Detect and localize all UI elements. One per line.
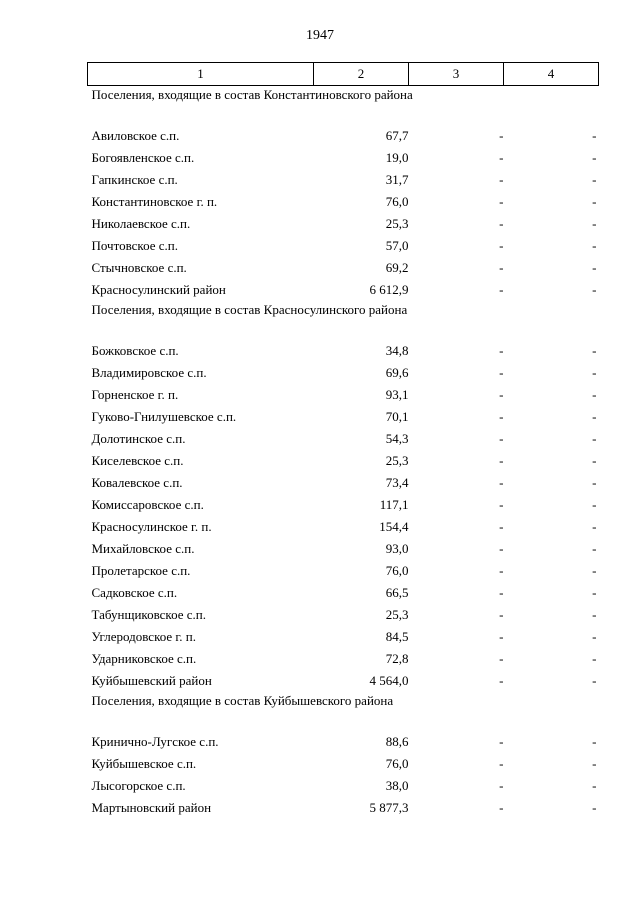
table-row [88, 731, 599, 753]
value-cell: 76,0 [385, 563, 409, 578]
value-cell: 6 612,9 [369, 282, 409, 297]
col4-cell: - [592, 216, 597, 231]
table-row [88, 494, 599, 516]
group-heading-row [88, 692, 599, 731]
name-cell: Владимировское с.п. [91, 365, 207, 380]
col3-cell: - [499, 563, 504, 578]
table-row [88, 472, 599, 494]
value-cell: 57,0 [385, 238, 409, 253]
table-header [88, 63, 599, 86]
name-cell: Садковское с.п. [91, 585, 178, 600]
col4-cell: - [592, 519, 597, 534]
col4-cell: - [592, 238, 597, 253]
value-cell: 154,4 [379, 519, 409, 534]
table-row [88, 582, 599, 604]
col3-cell: - [499, 541, 504, 556]
name-cell: Лысогорское с.п. [91, 778, 186, 793]
value-cell: 54,3 [385, 431, 409, 446]
name-cell: Кринично-Лугское с.п. [91, 734, 219, 749]
value-cell: 84,5 [385, 629, 409, 644]
col3-cell: - [499, 800, 504, 815]
col3-cell: - [499, 238, 504, 253]
header-col-4: 4 [504, 63, 599, 86]
col3-cell: - [499, 194, 504, 209]
value-cell: 69,2 [385, 260, 409, 275]
table-body [88, 86, 599, 820]
value-cell: 5 877,3 [369, 800, 409, 815]
value-cell: 72,8 [385, 651, 409, 666]
name-cell: Мартыновский район [91, 800, 212, 815]
table-row [88, 169, 599, 191]
name-cell: Почтовское с.п. [91, 238, 178, 253]
col3-cell: - [499, 629, 504, 644]
name-cell: Красносулинский район [91, 282, 226, 297]
group-heading: Поселения, входящие в состав Куйбышевского района [91, 693, 394, 708]
table-row [88, 604, 599, 626]
name-cell: Табунщиковское с.п. [91, 607, 206, 622]
col3-cell: - [499, 651, 504, 666]
col4-cell: - [592, 756, 597, 771]
table-row [88, 797, 599, 819]
group-heading-row [88, 301, 599, 340]
col3-cell: - [499, 343, 504, 358]
table-row [88, 560, 599, 582]
value-cell: 88,6 [385, 734, 409, 749]
value-cell: 93,1 [385, 387, 409, 402]
table-row [88, 279, 599, 301]
name-cell: Комиссаровское с.п. [91, 497, 204, 512]
table-row [88, 125, 599, 147]
value-cell: 38,0 [385, 778, 409, 793]
col4-cell: - [592, 453, 597, 468]
col4-cell: - [592, 800, 597, 815]
col3-cell: - [499, 497, 504, 512]
col4-cell: - [592, 431, 597, 446]
col4-cell: - [592, 778, 597, 793]
col3-cell: - [499, 607, 504, 622]
col3-cell: - [499, 778, 504, 793]
name-cell: Ковалевское с.п. [91, 475, 183, 490]
header-col-2: 2 [314, 63, 409, 86]
name-cell: Богоявленское с.п. [91, 150, 195, 165]
value-cell: 31,7 [385, 172, 409, 187]
col4-cell: - [592, 409, 597, 424]
col4-cell: - [592, 172, 597, 187]
name-cell: Горненское г. п. [91, 387, 179, 402]
col4-cell: - [592, 128, 597, 143]
value-cell: 25,3 [385, 453, 409, 468]
value-cell: 70,1 [385, 409, 409, 424]
value-cell: 73,4 [385, 475, 409, 490]
group-heading: Поселения, входящие в состав Константиновского района [91, 87, 413, 102]
value-cell: 4 564,0 [369, 673, 409, 688]
group-heading-row [88, 86, 599, 126]
value-cell: 34,8 [385, 343, 409, 358]
col3-cell: - [499, 216, 504, 231]
col4-cell: - [592, 563, 597, 578]
col4-cell: - [592, 475, 597, 490]
name-cell: Гуково-Гнилушевское с.п. [91, 409, 237, 424]
name-cell: Пролетарское с.п. [91, 563, 191, 578]
col3-cell: - [499, 282, 504, 297]
value-cell: 19,0 [385, 150, 409, 165]
col4-cell: - [592, 387, 597, 402]
col3-cell: - [499, 585, 504, 600]
name-cell: Долотинское с.п. [91, 431, 186, 446]
value-cell: 67,7 [385, 128, 409, 143]
table-row [88, 340, 599, 362]
col4-cell: - [592, 365, 597, 380]
col3-cell: - [499, 172, 504, 187]
name-cell: Стычновское с.п. [91, 260, 187, 275]
value-cell: 66,5 [385, 585, 409, 600]
col3-cell: - [499, 475, 504, 490]
data-table [87, 62, 599, 819]
name-cell: Михайловское с.п. [91, 541, 195, 556]
col3-cell: - [499, 673, 504, 688]
table-row [88, 538, 599, 560]
col4-cell: - [592, 585, 597, 600]
value-cell: 93,0 [385, 541, 409, 556]
col4-cell: - [592, 541, 597, 556]
table-row [88, 626, 599, 648]
table-row [88, 257, 599, 279]
name-cell: Николаевское с.п. [91, 216, 191, 231]
value-cell: 25,3 [385, 216, 409, 231]
col3-cell: - [499, 453, 504, 468]
table-row [88, 428, 599, 450]
col4-cell: - [592, 607, 597, 622]
col4-cell: - [592, 282, 597, 297]
col4-cell: - [592, 651, 597, 666]
col3-cell: - [499, 365, 504, 380]
name-cell: Красносулинское г. п. [91, 519, 212, 534]
col4-cell: - [592, 734, 597, 749]
table-row [88, 191, 599, 213]
header-col-3: 3 [409, 63, 504, 86]
name-cell: Константиновское г. п. [91, 194, 218, 209]
col3-cell: - [499, 260, 504, 275]
name-cell: Божковское с.п. [91, 343, 179, 358]
table-row [88, 147, 599, 169]
value-cell: 25,3 [385, 607, 409, 622]
col3-cell: - [499, 128, 504, 143]
name-cell: Углеродовское г. п. [91, 629, 196, 644]
table-row [88, 362, 599, 384]
col4-cell: - [592, 260, 597, 275]
table-row [88, 384, 599, 406]
value-cell: 76,0 [385, 194, 409, 209]
col3-cell: - [499, 734, 504, 749]
col4-cell: - [592, 629, 597, 644]
name-cell: Киселевское с.п. [91, 453, 184, 468]
header-row [88, 63, 599, 86]
name-cell: Куйбышевское с.п. [91, 756, 197, 771]
col3-cell: - [499, 519, 504, 534]
name-cell: Авиловское с.п. [91, 128, 180, 143]
table-row [88, 753, 599, 775]
col3-cell: - [499, 431, 504, 446]
col3-cell: - [499, 756, 504, 771]
value-cell: 117,1 [379, 497, 409, 512]
name-cell: Куйбышевский район [91, 673, 212, 688]
col4-cell: - [592, 194, 597, 209]
header-col-1: 1 [88, 63, 314, 86]
table-row [88, 235, 599, 257]
table-row [88, 213, 599, 235]
name-cell: Ударниковское с.п. [91, 651, 197, 666]
col3-cell: - [499, 409, 504, 424]
col4-cell: - [592, 673, 597, 688]
table-row [88, 670, 599, 692]
col3-cell: - [499, 150, 504, 165]
col4-cell: - [592, 150, 597, 165]
table-row [88, 406, 599, 428]
col3-cell: - [499, 387, 504, 402]
page-number: 1947 [306, 28, 334, 43]
col4-cell: - [592, 343, 597, 358]
table-row [88, 648, 599, 670]
value-cell: 76,0 [385, 756, 409, 771]
table-row [88, 450, 599, 472]
group-heading: Поселения, входящие в состав Красносулинского района [91, 302, 408, 317]
table-row [88, 516, 599, 538]
col4-cell: - [592, 497, 597, 512]
name-cell: Гапкинское с.п. [91, 172, 178, 187]
value-cell: 69,6 [385, 365, 409, 380]
table-row [88, 775, 599, 797]
